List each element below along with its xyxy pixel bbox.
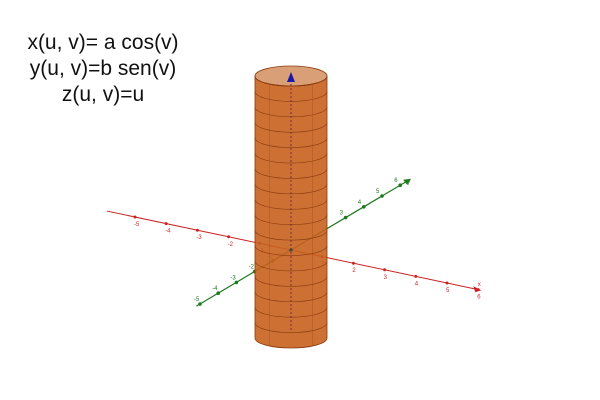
equation-y: y(u, v)=b sen(v) <box>29 57 177 80</box>
y-axis-label: y <box>407 179 411 186</box>
x-tick-mark <box>134 216 137 219</box>
y-tick-label: -5 <box>194 297 200 303</box>
y-tick-label: -3 <box>230 275 236 282</box>
x-tick-label: -5 <box>134 222 140 228</box>
equation-x: x(u, v)= a cos(v) <box>27 31 179 54</box>
x-tick-label: -3 <box>196 235 202 242</box>
x-tick-label: 2 <box>352 268 356 275</box>
x-tick-label: 5 <box>446 288 450 294</box>
y-tick-label: 6 <box>394 178 398 185</box>
origin-point <box>289 248 292 251</box>
y-tick-mark <box>362 205 366 209</box>
x-tick-mark <box>446 282 449 285</box>
x-tick-label: -2 <box>227 241 233 248</box>
equation-z: z(u, v)=u <box>61 83 145 106</box>
y-tick-mark <box>344 216 348 220</box>
y-tick-mark <box>398 183 402 187</box>
y-tick-label: 3 <box>339 210 343 217</box>
x-tick-mark <box>383 268 386 271</box>
x-tick-mark <box>477 288 480 291</box>
x-tick-label: 6 <box>477 294 481 301</box>
y-tick-label: -4 <box>212 286 218 293</box>
y-tick-mark <box>380 194 384 198</box>
x-tick-label: 4 <box>414 281 419 288</box>
x-tick-mark <box>165 222 168 225</box>
x-axis-label: x <box>477 281 481 288</box>
x-tick-mark <box>352 262 355 265</box>
y-tick-label: 5 <box>376 189 380 195</box>
y-tick-label: 4 <box>357 199 362 206</box>
x-tick-label: -4 <box>165 228 171 235</box>
x-tick-mark <box>414 275 417 278</box>
x-tick-label: 3 <box>383 274 387 281</box>
x-tick-mark <box>227 235 230 238</box>
x-tick-mark <box>196 229 199 232</box>
y-tick-label: -2 <box>248 264 254 271</box>
